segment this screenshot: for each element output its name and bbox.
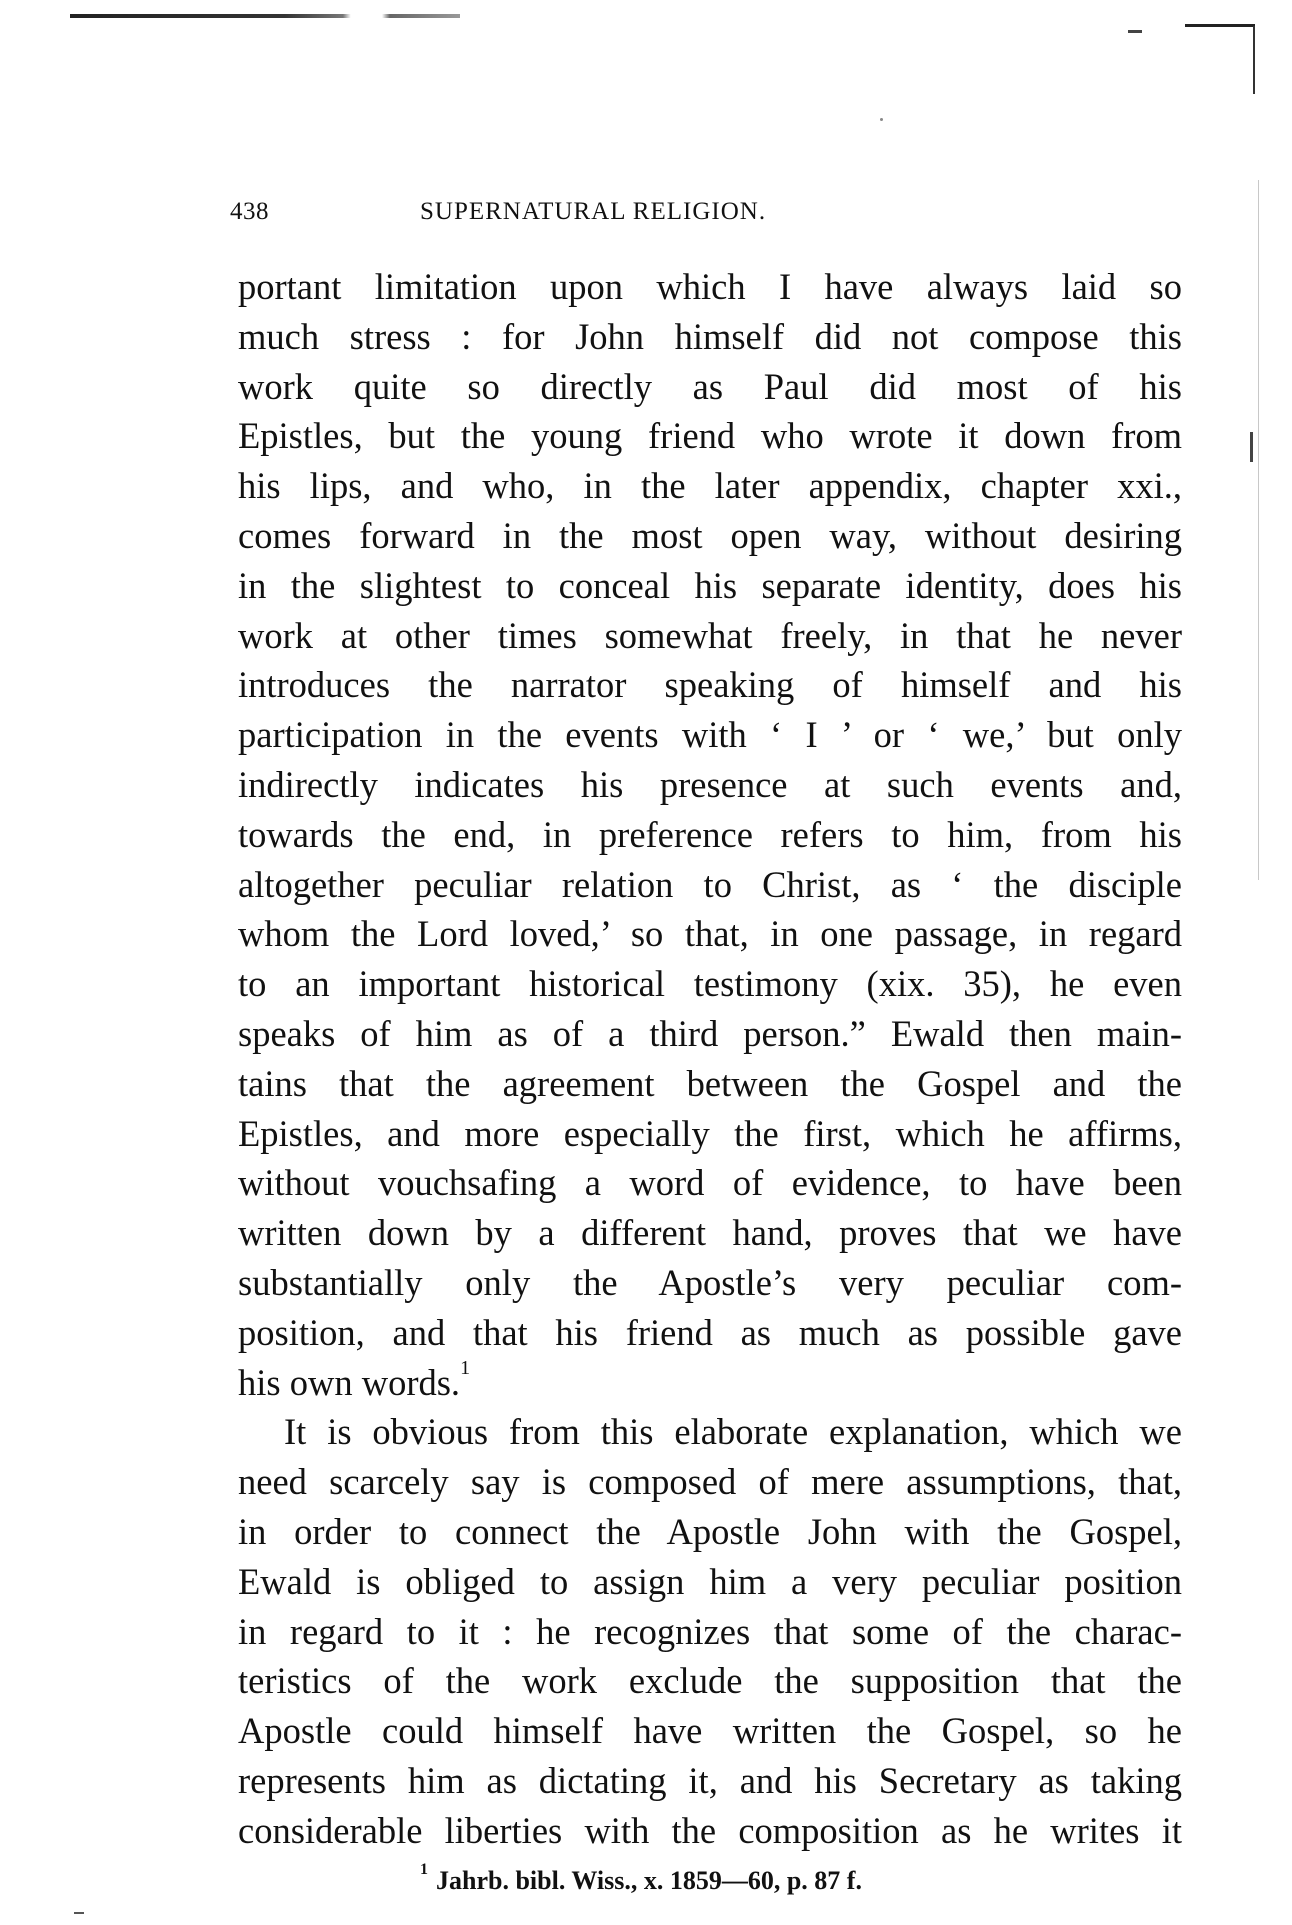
paragraph-end-text: his own words. bbox=[238, 1361, 461, 1403]
text-line: speaks of him as of a third person.” Ewald then main- bbox=[238, 1012, 1182, 1054]
text-line: work at other times somewhat freely, in that he never bbox=[238, 614, 1182, 656]
scan-artifact-bracket bbox=[1250, 432, 1253, 462]
text-line: indirectly indicates his presence at such events and, bbox=[238, 763, 1182, 805]
text-line: Epistles, but the young friend who wrote it down from bbox=[238, 415, 1182, 457]
text-line: participation in the events with ‘ I ’ or ‘ we,’ but only bbox=[238, 714, 1182, 756]
text-line: portant limitation upon which I have always laid so bbox=[238, 266, 1182, 307]
text-line: considerable liberties with the composition as he writes it bbox=[238, 1809, 1182, 1851]
scan-artifact-corner-line bbox=[1185, 24, 1255, 27]
text-line: tains that the agreement between the Gospel and the bbox=[238, 1062, 1182, 1104]
text-line: comes forward in the most open way, without desiring bbox=[238, 514, 1182, 556]
text-line: Ewald is obliged to assign him a very peculiar position bbox=[238, 1560, 1182, 1602]
scan-artifact-speck bbox=[880, 118, 883, 121]
scan-artifact-margin-line bbox=[1258, 180, 1259, 880]
footnote-reference[interactable]: 1 bbox=[460, 1356, 471, 1379]
running-title: SUPERNATURAL RELIGION. bbox=[420, 198, 767, 225]
text-line: written down by a different hand, proves that we have bbox=[238, 1212, 1182, 1254]
text-line: his lips, and who, in the later appendix, chapter xxi., bbox=[238, 465, 1182, 507]
text-line: to an important historical testimony (xix. 35), he even bbox=[238, 963, 1182, 1005]
page-number: 438 bbox=[230, 198, 269, 225]
footnote bbox=[420, 1861, 862, 1896]
text-line: much stress : for John himself did not compose this bbox=[238, 315, 1182, 357]
text-line: position, and that his friend as much as possible gave bbox=[238, 1311, 1182, 1353]
scan-artifact-line bbox=[70, 14, 460, 18]
text-line: in order to connect the Apostle John with the Gospel, bbox=[238, 1510, 1182, 1552]
footnote-marker: 1 bbox=[420, 1861, 428, 1878]
body-text bbox=[238, 262, 1182, 1856]
scan-artifact-corner-edge bbox=[1253, 26, 1255, 94]
text-line: teristics of the work exclude the supposition that the bbox=[238, 1660, 1182, 1702]
text-line: work quite so directly as Paul did most of his bbox=[238, 365, 1182, 407]
text-line: without vouchsafing a word of evidence, to have been bbox=[238, 1162, 1182, 1204]
text-line: in the slightest to conceal his separate identity, does his bbox=[238, 564, 1182, 606]
text-line: It is obvious from this elaborate explanation, which we bbox=[284, 1411, 1182, 1453]
text-line: altogether peculiar relation to Christ, as ‘ the disciple bbox=[238, 863, 1182, 905]
text-line: represents him as dictating it, and his Secretary as taking bbox=[238, 1759, 1182, 1801]
footnote-text: Jahrb. bibl. Wiss., x. 1859—60, p. 87 f. bbox=[436, 1866, 862, 1895]
scan-artifact-bottom-mark bbox=[74, 1912, 84, 1914]
running-head bbox=[230, 198, 1130, 234]
paragraph-end-line bbox=[238, 1358, 1182, 1408]
text-line: Apostle could himself have written the Gospel, so he bbox=[238, 1710, 1182, 1752]
text-line: introduces the narrator speaking of himself and his bbox=[238, 664, 1182, 706]
text-line: Epistles, and more especially the first, which he affirms, bbox=[238, 1112, 1182, 1154]
scan-artifact-dash bbox=[1128, 30, 1142, 33]
text-line: in regard to it : he recognizes that some of the charac- bbox=[238, 1610, 1182, 1652]
text-line: whom the Lord loved,’ so that, in one passage, in regard bbox=[238, 913, 1182, 955]
text-line: substantially only the Apostle’s very peculiar com- bbox=[238, 1261, 1182, 1303]
text-line: need scarcely say is composed of mere assumptions, that, bbox=[238, 1461, 1182, 1503]
text-line: towards the end, in preference refers to him, from his bbox=[238, 813, 1182, 855]
